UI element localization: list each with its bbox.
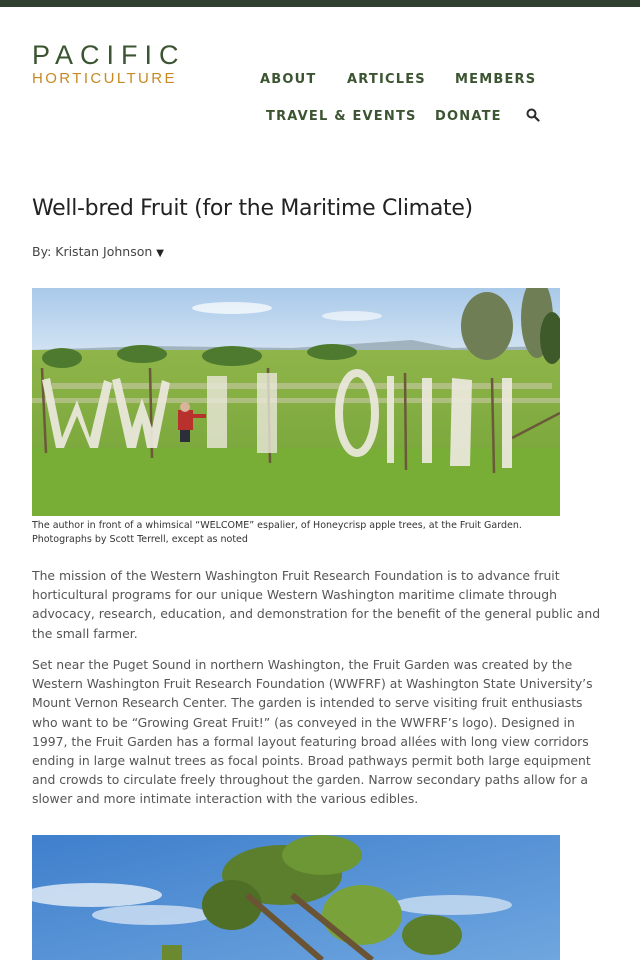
- caption-line-credit: Photographs by Scott Terrell, except as noted: [32, 534, 248, 545]
- hero-photo-welcome-espalier: [32, 288, 560, 516]
- nav-item-about[interactable]: ABOUT: [260, 72, 317, 87]
- byline-prefix: By:: [32, 244, 56, 259]
- nav-item-travel-events[interactable]: TRAVEL & EVENTS: [266, 109, 417, 124]
- article-paragraph-2: Set near the Puget Sound in northern Washington, the Fruit Garden was created by the Western Washington Fruit Research Foundation (WWFRF) at Washington State University’s Mount Vernon Research Center. The garden is intended to serve visiting fruit enthusiasts who want to be “Growing Great Fruit!” (as conveyed in the WWFRF’s logo). Designed in 1997, the Fruit Garden has a formal layout featuring broad allées with long view corridors ending in large walnut trees as focal points. Broad pathways permit both large equipment and crowds to circulate freely throughout the garden. Narrow secondary paths allow for a slower and more intimate interaction with the various edibles.: [32, 657, 593, 807]
- article-byline: [32, 244, 164, 259]
- logo-wordmark-pacific: PACIFIC: [32, 40, 186, 70]
- top-accent-bar: [0, 0, 640, 7]
- hero-photo-caption: [32, 519, 572, 547]
- nav-item-members[interactable]: MEMBERS: [455, 72, 537, 87]
- search-icon[interactable]: [526, 108, 540, 122]
- article-photo-grape-arbor: [32, 835, 560, 960]
- nav-item-donate[interactable]: DONATE: [435, 109, 502, 124]
- article-title: Well-bred Fruit (for the Maritime Climate): [32, 196, 473, 221]
- author-link[interactable]: Kristan Johnson: [55, 244, 153, 259]
- author-dropdown-caret-icon[interactable]: ▼: [156, 248, 164, 259]
- article-paragraph-1: The mission of the Western Washington Fruit Research Foundation is to advance fruit horticultural programs for our unique Western Washington maritime climate through advocacy, research, education, and demonstration for the benefit of the general public and the small farmer.: [32, 568, 601, 641]
- logo-wordmark-horticulture: HORTICULTURE: [32, 70, 177, 87]
- caption-line-description: The author in front of a whimsical “WELCOME” espalier, of Honeycrisp apple trees, at the Fruit Garden.: [32, 520, 522, 531]
- site-logo[interactable]: [32, 42, 186, 88]
- nav-item-articles[interactable]: ARTICLES: [347, 72, 426, 87]
